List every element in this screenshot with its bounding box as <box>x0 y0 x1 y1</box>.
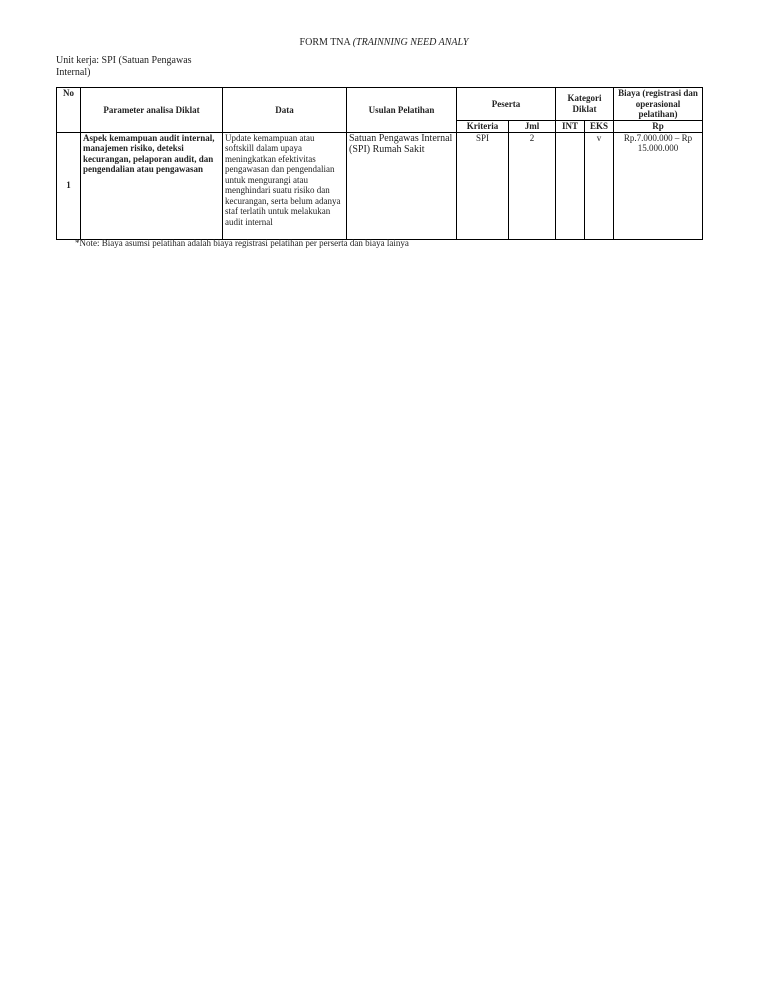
cell-biaya: Rp.7.000.000 – Rp 15.000.000 <box>614 132 703 239</box>
footnote: *Note: Biaya asumsi pelatihan adalah biaya registrasi pelatihan per perserta dan biaya lainya <box>75 238 409 248</box>
form-title-italic: (TRAINNING NEED ANALY <box>352 37 469 48</box>
header-kategori: Kategori Diklat <box>556 88 614 121</box>
header-peserta: Peserta <box>457 88 556 121</box>
header-kriteria: Kriteria <box>457 120 509 132</box>
header-jml: Jml <box>509 120 556 132</box>
cell-parameter: Aspek kemampuan audit internal, manajemen risiko, deteksi kecurangan, pelaporan audit, dan pengendalian atau pengawasan <box>81 132 223 239</box>
cell-int <box>556 132 585 239</box>
cell-eks: v <box>585 132 614 239</box>
header-biaya: Biaya (registrasi dan operasional pelatihan) <box>614 88 703 121</box>
header-parameter: Parameter analisa Diklat <box>81 88 223 133</box>
header-rp: Rp <box>614 120 703 132</box>
cell-kriteria: SPI <box>457 132 509 239</box>
header-no: No <box>57 88 81 133</box>
cell-data: Update kemampuan atau softskill dalam upaya meningkatkan efektivitas pengawasan dan pengendalian untuk mengurangi atau menghindari suatu risiko dan kecurangan, serta belum adanya staf terlatih untuk melakukan audit internal <box>223 132 347 239</box>
form-title-main: FORM TNA <box>299 37 351 48</box>
form-title <box>0 37 768 48</box>
tna-table <box>56 87 703 240</box>
header-int: INT <box>556 120 585 132</box>
cell-jml: 2 <box>509 132 556 239</box>
header-eks: EKS <box>585 120 614 132</box>
header-row-1 <box>57 88 703 121</box>
header-usulan: Usulan Pelatihan <box>347 88 457 133</box>
header-data: Data <box>223 88 347 133</box>
unit-kerja: Unit kerja: SPI (Satuan Pengawas Internal) <box>56 55 192 78</box>
cell-usulan: Satuan Pengawas Internal (SPI) Rumah Sakit <box>347 132 457 239</box>
table-row <box>57 132 703 239</box>
cell-no: 1 <box>57 132 81 239</box>
